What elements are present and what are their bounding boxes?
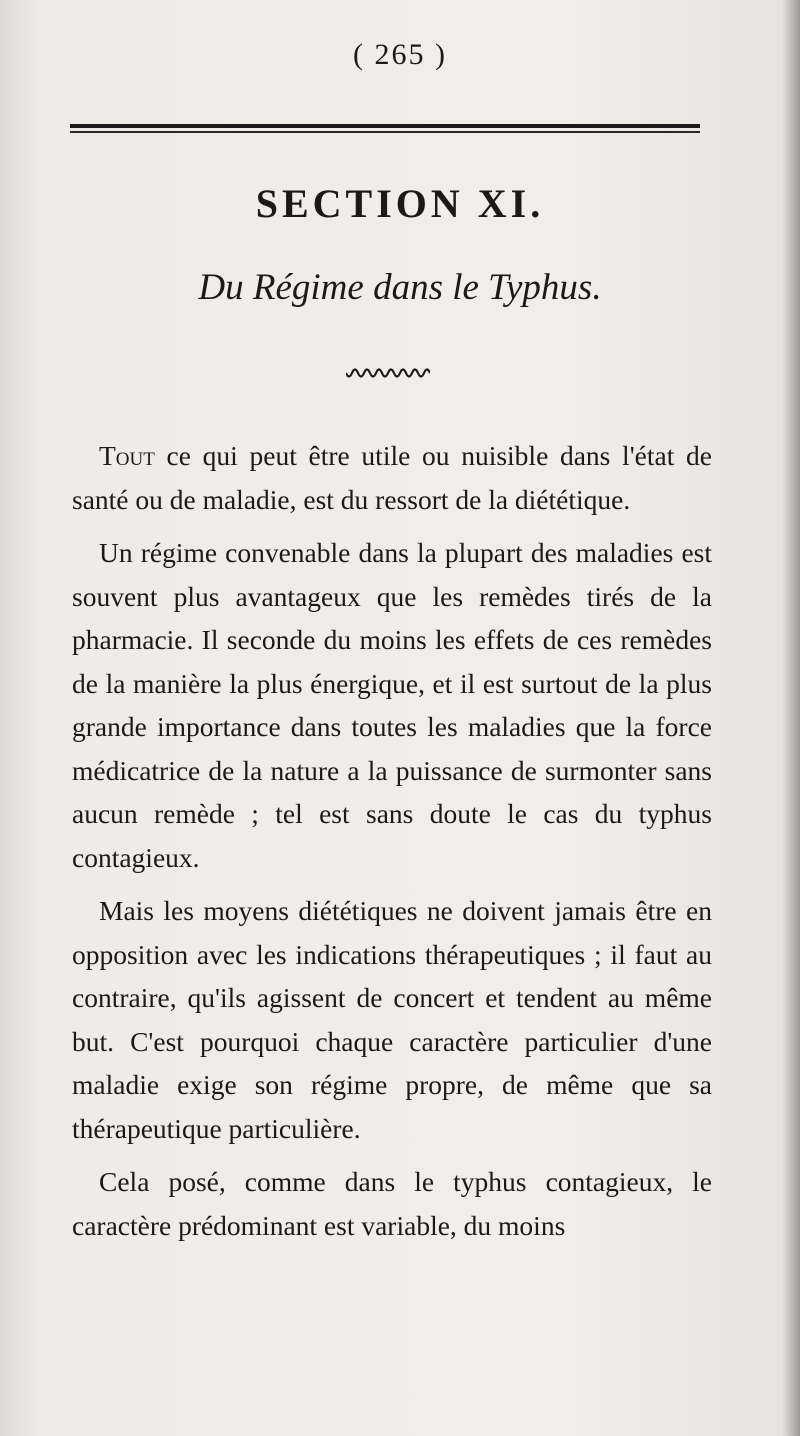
page-number: ( 265 ): [353, 38, 447, 71]
body-text: [72, 434, 712, 1257]
paragraph-1: [72, 434, 712, 521]
paragraph-1-lead: Tout: [99, 440, 155, 471]
ornamental-divider: [346, 368, 430, 382]
paragraph-4: [72, 1160, 712, 1247]
paragraph-4-text: Cela posé, comme dans le typhus contagieux, le caractère prédominant est variable, du moins: [72, 1166, 712, 1241]
section-subtitle: Du Régime dans le Typhus.: [198, 267, 602, 308]
paragraph-3-text: Mais les moyens diététiques ne doivent jamais être en opposition avec les indications thérapeutiques ; il faut au contraire, qu'ils agissent de concert et tendent au même but. C'est pourquoi chaque caractère particulier d'une maladie exige son régime propre, de même que sa thérapeutique particulière.: [72, 895, 712, 1144]
paragraph-2-text: Un régime convenable dans la plupart des maladies est souvent plus avantageux que les remèdes tirés de la pharmacie. Il seconde du moins les effets de ces remèdes de la manière la plus énergique, et il est surtout de la plus grande importance dans toutes les maladies que la force médicatrice de la nature a la puissance de surmonter sans aucun remède ; tel est sans doute le cas du typhus contagieux.: [72, 537, 712, 873]
paragraph-1-text: ce qui peut être utile ou nuisible dans l'état de santé ou de maladie, est du ressort de la diététique.: [72, 440, 712, 515]
section-title: SECTION XI.: [255, 181, 545, 226]
paragraph-3: [72, 889, 712, 1150]
header-rule-thin: [70, 131, 700, 133]
paragraph-2: [72, 531, 712, 879]
header-rule-thick: [70, 124, 700, 128]
